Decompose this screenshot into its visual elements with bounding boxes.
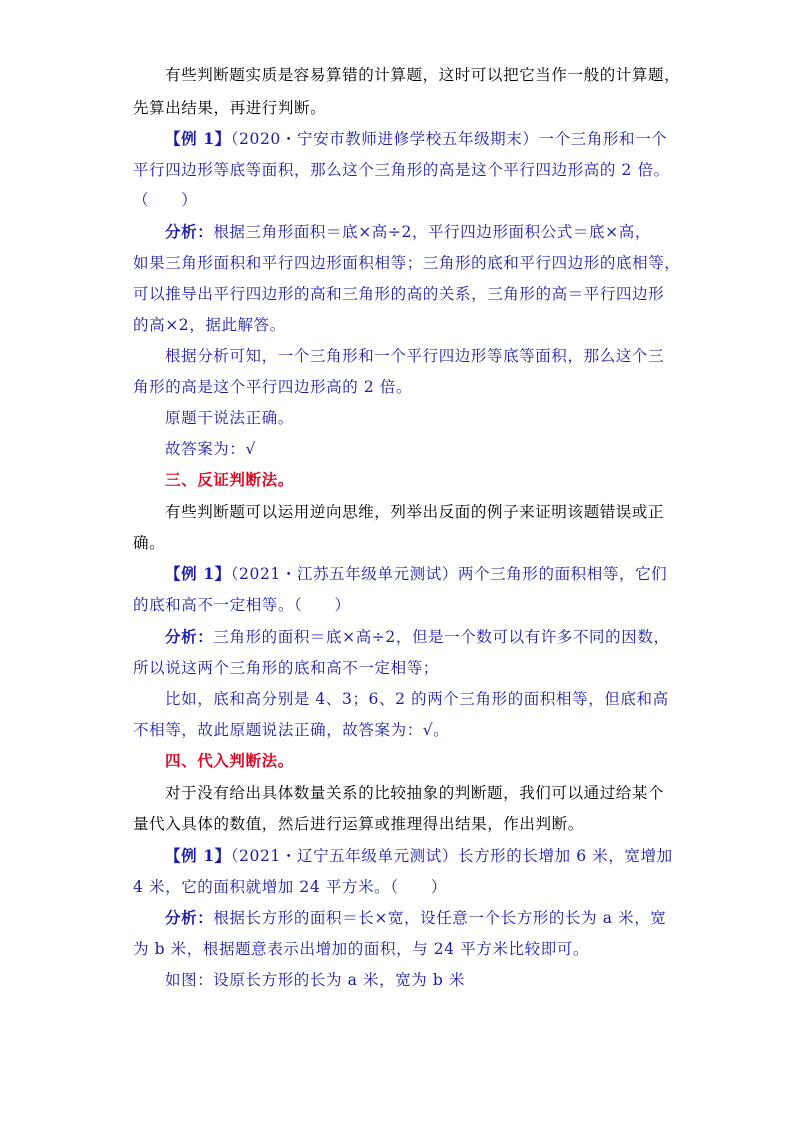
example-tag: 【例 1】	[165, 564, 231, 583]
example-1-line-1	[165, 128, 667, 150]
solution-2-line-2: 不相等，故此原题说法正确，故答案为：√。	[133, 721, 450, 739]
example-3-line-2: 4 米，它的面积就增加 24 平方米。（ ）	[133, 878, 447, 896]
analysis-tag: 分析：	[165, 908, 214, 927]
example-tag: 【例 1】	[165, 846, 231, 865]
solution-1-line-2: 角形的高是这个平行四边形高的 2 倍。	[133, 378, 413, 396]
example-1-line-3: （ ）	[133, 191, 198, 209]
example-text: （2021・江苏五年级单元测试）两个三角形的面积相等，它们	[230, 565, 668, 583]
analysis-tag: 分析：	[165, 627, 214, 646]
section-3-line-2: 确。	[133, 534, 166, 552]
example-text: （2021・辽宁五年级单元测试）长方形的长增加 6 米，宽增加	[230, 847, 673, 865]
solution-1-line-1: 根据分析可知，一个三角形和一个平行四边形等底等面积，那么这个三	[165, 347, 665, 365]
solution-2-line-1: 比如，底和高分别是 4、3；6、2 的两个三角形的面积相等，但底和高	[165, 690, 669, 708]
analysis-1-line-3: 可以推导出平行四边形的高和三角形的高的关系，三角形的高＝平行四边形	[133, 285, 665, 303]
example-3-line-1	[165, 845, 673, 867]
analysis-2-line-2: 所以说这两个三角形的底和高不一定相等；	[133, 659, 439, 677]
section-3-title: 三、反证判断法。	[165, 470, 294, 489]
analysis-2-line-1	[165, 626, 670, 648]
example-text: （2020・宁安市教师进修学校五年级期末）一个三角形和一个	[230, 130, 668, 148]
example-1-line-2: 平行四边形等底等面积，那么这个三角形的高是这个平行四边形高的 2 倍。	[133, 161, 670, 179]
analysis-1-line-1	[165, 221, 651, 243]
intro-line-1: 有些判断题实质是容易算错的计算题，这时可以把它当作一般的计算题，	[165, 66, 681, 84]
analysis-text: 三角形的面积＝底×高÷2，但是一个数可以有许多不同的因数，	[213, 628, 670, 646]
section-3-line-1: 有些判断题可以运用逆向思维，列举出反面的例子来证明该题错误或正	[165, 503, 665, 521]
analysis-tag: 分析：	[165, 222, 214, 241]
answer-1: 故答案为：√	[165, 440, 256, 458]
analysis-3-line-2: 为 b 米，根据题意表示出增加的面积，与 24 平方米比较即可。	[133, 940, 590, 958]
example-tag: 【例 1】	[165, 129, 231, 148]
section-4-title: 四、代入判断法。	[165, 751, 294, 770]
analysis-3-line-1	[165, 907, 666, 929]
analysis-1-line-2: 如果三角形面积和平行四边形面积相等；三角形的底和平行四边形的底相等，	[133, 254, 681, 272]
solution-3-line-1: 如图：设原长方形的长为 a 米，宽为 b 米	[165, 971, 466, 989]
example-2-line-2: 的底和高不一定相等。（ ）	[133, 596, 351, 614]
analysis-text: 根据长方形的面积＝长×宽，设任意一个长方形的长为 a 米，宽	[213, 909, 667, 927]
solution-1-line-3: 原题干说法正确。	[165, 409, 294, 427]
intro-line-2: 先算出结果，再进行判断。	[133, 99, 327, 117]
section-4-line-2: 量代入具体的数值，然后进行运算或推理得出结果，作出判断。	[133, 815, 584, 833]
analysis-text: 根据三角形面积＝底×高÷2，平行四边形面积公式＝底×高，	[213, 223, 651, 241]
example-2-line-1	[165, 563, 667, 585]
analysis-1-line-4: 的高×2，据此解答。	[133, 316, 286, 334]
section-4-line-1: 对于没有给出具体数量关系的比较抽象的判断题，我们可以通过给某个	[165, 784, 665, 802]
